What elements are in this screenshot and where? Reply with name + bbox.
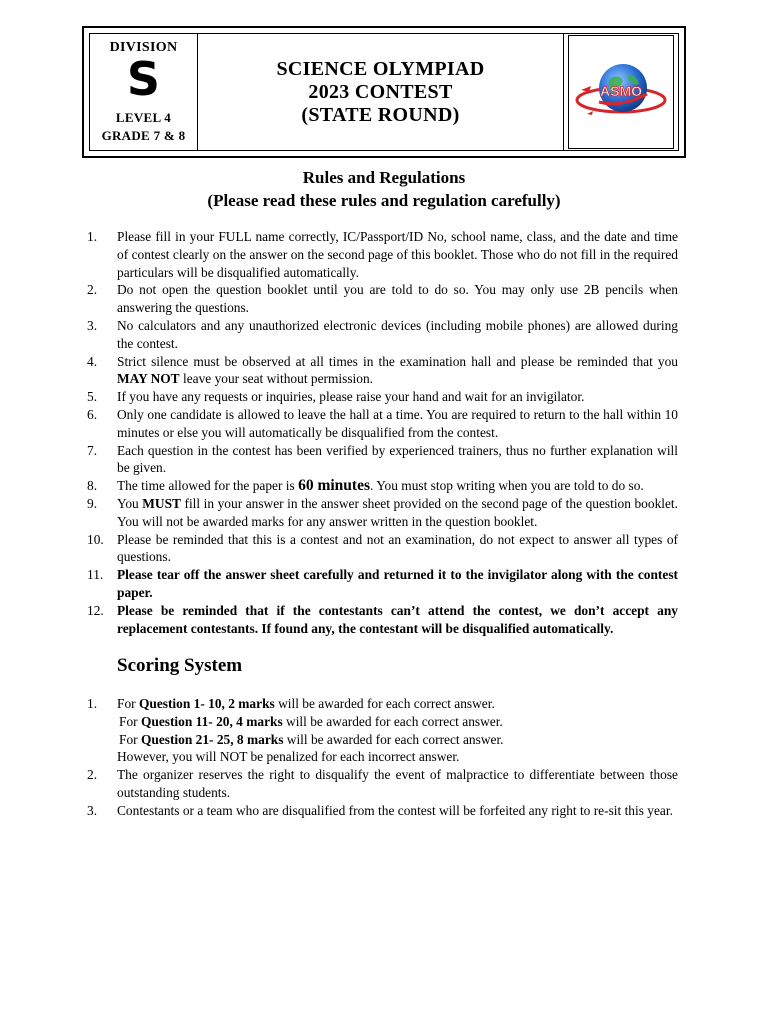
- scoring-line: [117, 713, 678, 731]
- scoring-number: 1.: [87, 696, 98, 711]
- rule-text-bold: MUST: [142, 495, 181, 511]
- division-label: DIVISION: [109, 40, 178, 55]
- scoring-text-bold: Question 1- 10, 2 marks: [138, 696, 275, 711]
- rule-number: 11.: [87, 567, 104, 583]
- title-line-1: SCIENCE OLYMPIAD: [276, 57, 485, 80]
- rule-text-post: fill in your answer in the answer sheet provided on the second page of the question booklet. You will not be awarded marks for any answer written in the question booklet.: [117, 495, 678, 529]
- scoring-text-post: will be awarded for each correct answer.: [282, 713, 503, 729]
- scoring-text-post: will be awarded for each correct answer.: [283, 731, 504, 747]
- rule-text: No calculators and any unauthorized electronic devices (including mobile phones) are allowed during the contest.: [117, 317, 678, 351]
- rule-number: 5.: [87, 389, 98, 405]
- rule-text: Do not open the question booklet until you are told to do so. You may only use 2B pencils when answering the questions.: [117, 282, 678, 316]
- rule-number: 3.: [87, 317, 98, 333]
- scoring-text-bold: Question 21- 25, 8 marks: [140, 731, 284, 747]
- rule-text-pre: You: [117, 495, 143, 511]
- rule-text: Each question in the contest has been verified by experienced trainers, thus no further explanation will be given.: [117, 442, 678, 476]
- scoring-item: [87, 766, 678, 802]
- rule-text-pre: Strict silence must be observed at all times in the examination hall and please be reminded that you: [117, 353, 678, 369]
- rule-number: 6.: [87, 406, 98, 422]
- title-line-2: 2023 CONTEST: [308, 80, 453, 103]
- grade-label: GRADE 7 & 8: [101, 128, 186, 143]
- rule-item: [87, 281, 678, 317]
- rule-item: [87, 495, 678, 531]
- logo-text: ASMO: [600, 83, 642, 99]
- rules-heading: Rules and Regulations: [302, 168, 466, 187]
- rule-item: [87, 388, 678, 406]
- rule-number: 2.: [87, 282, 98, 298]
- rules-subheading: (Please read these rules and regulation carefully): [207, 191, 561, 210]
- rule-item: [87, 228, 678, 281]
- rule-item: [87, 477, 678, 495]
- rule-text: Please be reminded that this is a contest and not an examination, do not expect to answer all types of questions.: [117, 531, 678, 565]
- rule-number: 7.: [87, 442, 98, 458]
- scoring-text-bold: Question 11- 20, 4 marks: [140, 713, 283, 729]
- rule-number: 9.: [87, 495, 98, 511]
- scoring-text-pre: For: [119, 731, 141, 747]
- scoring-item: [87, 695, 678, 766]
- rule-number: 4.: [87, 353, 98, 369]
- rule-number: 10.: [87, 531, 104, 547]
- scoring-text-pre: For: [117, 696, 139, 711]
- rule-text: Only one candidate is allowed to leave the hall at a time. You are required to return to the hall within 10 minutes or else you will automatically be disqualified from the contest.: [117, 406, 678, 440]
- scoring-text: The organizer reserves the right to disqualify the event of malpractice to differentiate between those outstanding students.: [117, 767, 678, 800]
- globe-logo-icon: [573, 44, 669, 140]
- level-label: LEVEL 4: [115, 110, 172, 125]
- rule-text-post: leave your seat without permission.: [179, 371, 374, 387]
- rule-text-pre: The time allowed for the paper is: [117, 478, 299, 494]
- rule-item: [87, 406, 678, 442]
- scoring-line: [117, 695, 678, 713]
- rule-text-bold: 60 minutes: [298, 477, 371, 495]
- title-cell: [198, 34, 564, 150]
- rule-text: Please be reminded that if the contestants can’t attend the contest, we don’t accept any replacement contestants. If found any, the contestant will be disqualified automatically.: [117, 602, 678, 636]
- title-line-3: (STATE ROUND): [301, 103, 460, 126]
- rule-text: If you have any requests or inquiries, please raise your hand and wait for an invigilator.: [117, 389, 585, 405]
- rule-text-bold: MAY NOT: [117, 371, 180, 387]
- scoring-list: [87, 695, 678, 820]
- scoring-heading: Scoring System: [117, 655, 243, 676]
- rule-item: [87, 566, 678, 602]
- rule-number: 12.: [87, 602, 104, 618]
- rule-text: Please fill in your FULL name correctly, IC/Passport/ID No, school name, class, and the date and time of contest clearly on the answer on the second page of this booklet. Those who do not fill in the required particulars will be disqualified automatically.: [117, 229, 678, 280]
- scoring-text: Contestants or a team who are disqualified from the contest will be forfeited any right to re-sit this year.: [117, 802, 673, 818]
- rule-text-post: . You must stop writing when you are told to do so.: [370, 478, 644, 494]
- rule-item: [87, 531, 678, 567]
- scoring-line: However, you will NOT be penalized for each incorrect answer.: [117, 749, 460, 765]
- rule-item: [87, 353, 678, 389]
- division-letter: S: [126, 52, 161, 106]
- scoring-item: [87, 802, 678, 820]
- scoring-number: 2.: [87, 767, 98, 783]
- logo-cell: [564, 34, 678, 150]
- rule-item: [87, 317, 678, 353]
- header-inner: [89, 33, 679, 151]
- rule-item: [87, 602, 678, 638]
- scoring-text-post: will be awarded for each correct answer.: [274, 696, 495, 711]
- scoring-number: 3.: [87, 802, 98, 818]
- rule-number: 8.: [87, 478, 98, 494]
- division-cell: [90, 34, 198, 150]
- asmo-logo: [568, 35, 674, 149]
- scoring-line: [117, 731, 678, 749]
- rules-list: [87, 228, 678, 637]
- rule-item: [87, 442, 678, 478]
- header-box: [82, 26, 686, 158]
- rule-text: Please tear off the answer sheet carefully and returned it to the invigilator along with the contest paper.: [117, 567, 678, 600]
- rule-number: 1.: [87, 229, 98, 244]
- scoring-text-pre: For: [119, 713, 141, 729]
